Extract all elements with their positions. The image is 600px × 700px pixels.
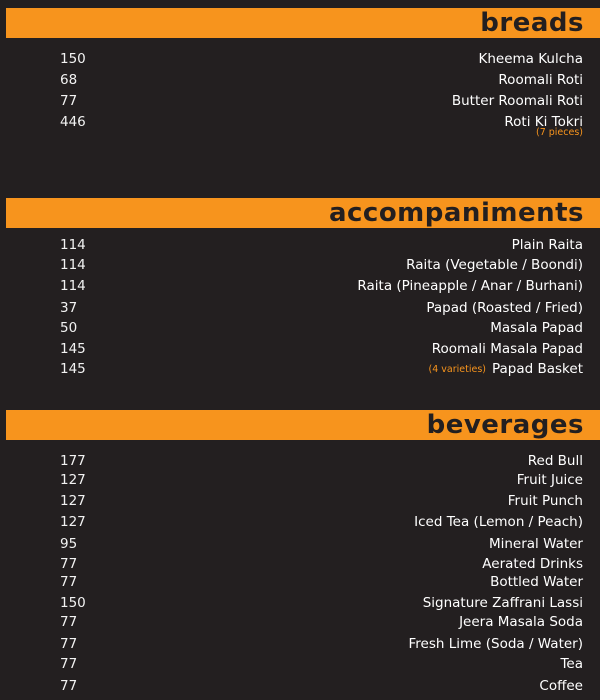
item-name xyxy=(429,360,583,379)
menu-item xyxy=(0,71,600,91)
section-title: breads xyxy=(480,8,584,38)
item-note: (7 pieces) xyxy=(535,127,583,138)
item-name: Aerated Drinks xyxy=(482,556,583,572)
item-price: 95 xyxy=(60,536,78,552)
item-price: 145 xyxy=(60,361,86,377)
item-price: 127 xyxy=(60,514,86,530)
menu-item xyxy=(0,277,600,297)
menu-item xyxy=(0,655,600,675)
menu-item xyxy=(0,555,600,575)
item-name: Kheema Kulcha xyxy=(478,51,583,67)
item-name: Roti Ki Tokri xyxy=(504,114,583,130)
item-name: Fresh Lime (Soda / Water) xyxy=(408,636,583,652)
item-price: 77 xyxy=(60,678,78,694)
item-name: Coffee xyxy=(539,678,583,694)
item-name: Tea xyxy=(560,656,583,672)
menu-item xyxy=(0,613,600,633)
item-price: 145 xyxy=(60,341,86,357)
menu-item xyxy=(0,50,600,70)
item-price: 77 xyxy=(60,636,78,652)
item-price: 127 xyxy=(60,472,86,488)
menu-item xyxy=(0,360,600,380)
item-price: 150 xyxy=(60,595,86,611)
item-price: 446 xyxy=(60,114,86,130)
menu-item xyxy=(0,635,600,655)
item-name: Butter Roomali Roti xyxy=(451,93,583,109)
menu-item xyxy=(0,452,600,472)
section-title: accompaniments xyxy=(328,198,584,228)
item-note: (4 varieties) xyxy=(428,364,486,375)
menu-item xyxy=(0,594,600,614)
menu-item xyxy=(0,471,600,491)
item-name: Raita (Pineapple / Anar / Burhani) xyxy=(357,278,583,294)
item-name: Plain Raita xyxy=(511,237,583,253)
section-header-band xyxy=(6,410,600,440)
item-name: Papad (Roasted / Fried) xyxy=(426,300,583,316)
item-name: Raita (Vegetable / Boondi) xyxy=(406,257,583,273)
menu-item xyxy=(0,299,600,319)
menu-item xyxy=(0,113,600,138)
item-price: 68 xyxy=(60,72,78,88)
item-name: Fruit Punch xyxy=(507,493,583,509)
item-name: Fruit Juice xyxy=(516,472,583,488)
item-price: 127 xyxy=(60,493,86,509)
item-price: 50 xyxy=(60,320,78,336)
item-price: 150 xyxy=(60,51,86,67)
item-name: Bottled Water xyxy=(490,574,583,590)
item-name: Masala Papad xyxy=(490,320,583,336)
menu-item xyxy=(0,677,600,697)
menu-item xyxy=(0,92,600,112)
item-price: 77 xyxy=(60,556,78,572)
section-title: beverages xyxy=(426,410,584,440)
section-header-band xyxy=(6,198,600,228)
menu-item xyxy=(0,492,600,512)
item-price: 114 xyxy=(60,237,86,253)
item-name: Red Bull xyxy=(527,453,583,469)
item-name: Signature Zaffrani Lassi xyxy=(422,595,583,611)
item-price: 77 xyxy=(60,614,78,630)
menu-item xyxy=(0,513,600,533)
item-price: 177 xyxy=(60,453,86,469)
item-price: 114 xyxy=(60,257,86,273)
item-price: 114 xyxy=(60,278,86,294)
item-name-text: Papad Basket xyxy=(491,361,583,377)
menu-item xyxy=(0,236,600,256)
menu-item xyxy=(0,573,600,593)
item-price: 77 xyxy=(60,656,78,672)
item-name: Roomali Roti xyxy=(498,72,583,88)
item-name: Iced Tea (Lemon / Peach) xyxy=(414,514,583,530)
menu-item xyxy=(0,340,600,360)
item-name: Roomali Masala Papad xyxy=(431,341,583,357)
section-header-band xyxy=(6,8,600,38)
item-price: 37 xyxy=(60,300,78,316)
item-name: Mineral Water xyxy=(488,536,583,552)
menu-item xyxy=(0,256,600,276)
item-name: Jeera Masala Soda xyxy=(459,614,583,630)
menu-item xyxy=(0,319,600,339)
item-price: 77 xyxy=(60,574,78,590)
menu-item xyxy=(0,535,600,555)
item-price: 77 xyxy=(60,93,78,109)
